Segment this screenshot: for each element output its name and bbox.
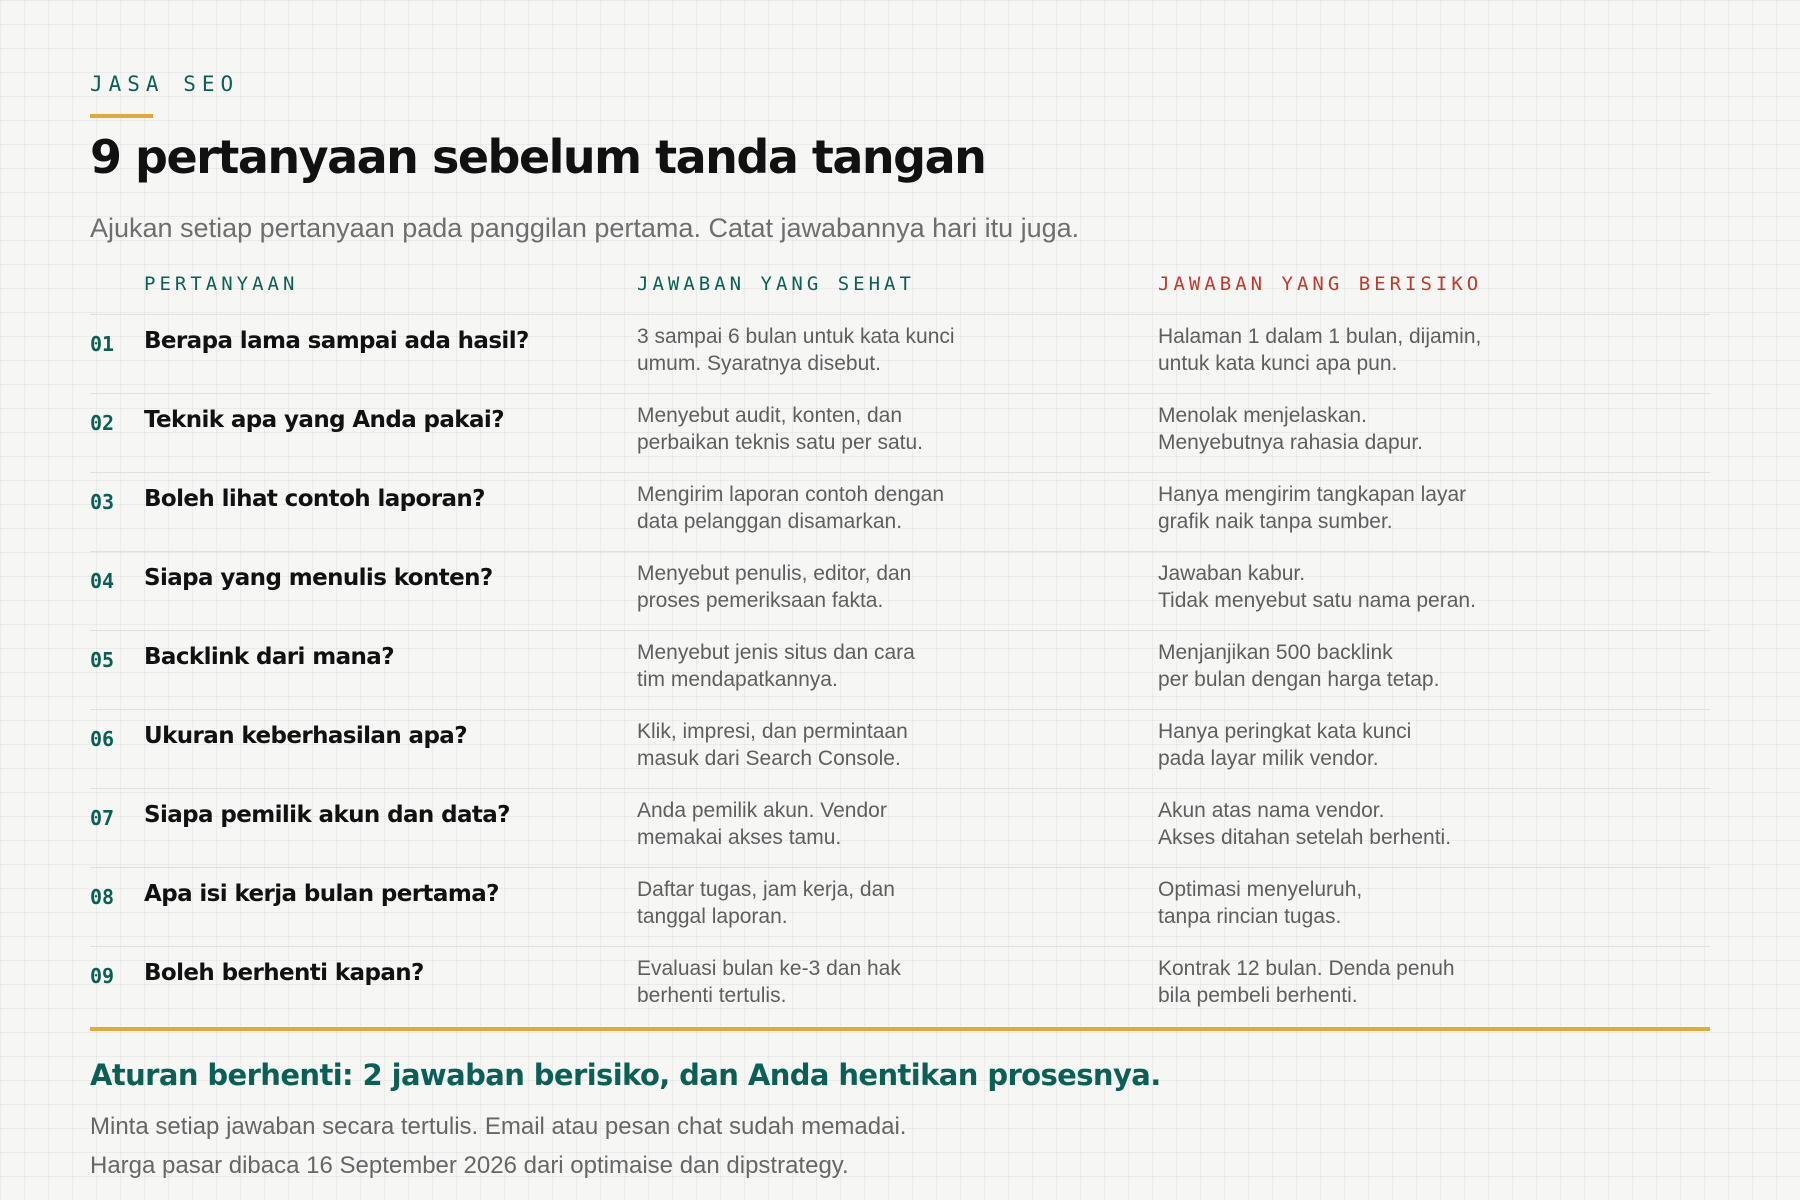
row-number: 01: [90, 332, 115, 356]
row-healthy-answer: Menyebut audit, konten, dan perbaikan teknis satu per satu.: [637, 404, 924, 454]
column-header-healthy: JAWABAN YANG SEHAT: [637, 273, 915, 295]
table-row: [90, 946, 1710, 1025]
row-healthy-answer: Klik, impresi, dan permintaan masuk dari Search Console.: [637, 720, 908, 770]
row-healthy-answer: Menyebut jenis situs dan cara tim mendapatkannya.: [637, 641, 915, 691]
table-row: [90, 472, 1710, 551]
footer-note-written: Minta setiap jawaban secara tertulis. Email atau pesan chat sudah memadai.: [90, 1113, 907, 1140]
table-row: [90, 867, 1710, 946]
page-subtitle: Ajukan setiap pertanyaan pada panggilan pertama. Catat jawabannya hari itu juga.: [90, 213, 1080, 243]
row-healthy-answer: Daftar tugas, jam kerja, dan tanggal laporan.: [637, 878, 895, 928]
row-number: 09: [90, 964, 115, 988]
row-question: Ukuran keberhasilan apa?: [144, 723, 467, 749]
column-header-question: PERTANYAAN: [144, 273, 299, 295]
row-number: 06: [90, 727, 115, 751]
row-healthy-answer: 3 sampai 6 bulan untuk kata kunci umum. Syaratnya disebut.: [637, 325, 955, 375]
row-number: 02: [90, 411, 115, 435]
row-number: 07: [90, 806, 115, 830]
row-healthy-answer: Anda pemilik akun. Vendor memakai akses tamu.: [637, 799, 887, 849]
question-table: [90, 314, 1710, 1025]
row-risky-answer: Halaman 1 dalam 1 bulan, dijamin, untuk kata kunci apa pun.: [1158, 325, 1482, 375]
row-number: 08: [90, 885, 115, 909]
page-title: 9 pertanyaan sebelum tanda tangan: [90, 130, 986, 184]
column-header-risky: JAWABAN YANG BERISIKO: [1158, 273, 1483, 295]
row-number: 03: [90, 490, 115, 514]
table-row: [90, 630, 1710, 709]
row-risky-answer: Optimasi menyeluruh, tanpa rincian tugas.: [1158, 878, 1363, 928]
row-question: Berapa lama sampai ada hasil?: [144, 328, 529, 354]
table-row: [90, 314, 1710, 393]
table-row: [90, 551, 1710, 630]
row-risky-answer: Menjanjikan 500 backlink per bulan dengan harga tetap.: [1158, 641, 1440, 691]
row-risky-answer: Kontrak 12 bulan. Denda penuh bila pembeli berhenti.: [1158, 957, 1455, 1007]
row-question: Boleh lihat contoh laporan?: [144, 486, 485, 512]
row-healthy-answer: Menyebut penulis, editor, dan proses pemeriksaan fakta.: [637, 562, 912, 612]
row-risky-answer: Hanya mengirim tangkapan layar grafik naik tanpa sumber.: [1158, 483, 1467, 533]
footer-divider: [90, 1027, 1710, 1031]
row-question: Siapa yang menulis konten?: [144, 565, 493, 591]
row-question: Siapa pemilik akun dan data?: [144, 802, 510, 828]
table-row: [90, 709, 1710, 788]
row-risky-answer: Akun atas nama vendor. Akses ditahan setelah berhenti.: [1158, 799, 1452, 849]
stop-rule-heading: Aturan berhenti: 2 jawaban berisiko, dan Anda hentikan prosesnya.: [90, 1058, 1161, 1092]
eyebrow-label: JASA SEO: [90, 72, 240, 96]
table-row: [90, 393, 1710, 472]
row-question: Teknik apa yang Anda pakai?: [144, 407, 504, 433]
row-number: 05: [90, 648, 115, 672]
row-risky-answer: Menolak menjelaskan. Menyebutnya rahasia dapur.: [1158, 404, 1424, 454]
row-number: 04: [90, 569, 115, 593]
row-risky-answer: Jawaban kabur. Tidak menyebut satu nama peran.: [1158, 562, 1476, 612]
row-healthy-answer: Mengirim laporan contoh dengan data pelanggan disamarkan.: [637, 483, 945, 533]
eyebrow-underline: [90, 114, 153, 118]
footer-note-source: Harga pasar dibaca 16 September 2026 dari optimaise dan dipstrategy.: [90, 1152, 849, 1179]
table-row: [90, 788, 1710, 867]
row-question: Apa isi kerja bulan pertama?: [144, 881, 499, 907]
row-question: Boleh berhenti kapan?: [144, 960, 424, 986]
row-question: Backlink dari mana?: [144, 644, 394, 670]
row-risky-answer: Hanya peringkat kata kunci pada layar milik vendor.: [1158, 720, 1412, 770]
row-healthy-answer: Evaluasi bulan ke-3 dan hak berhenti tertulis.: [637, 957, 901, 1007]
